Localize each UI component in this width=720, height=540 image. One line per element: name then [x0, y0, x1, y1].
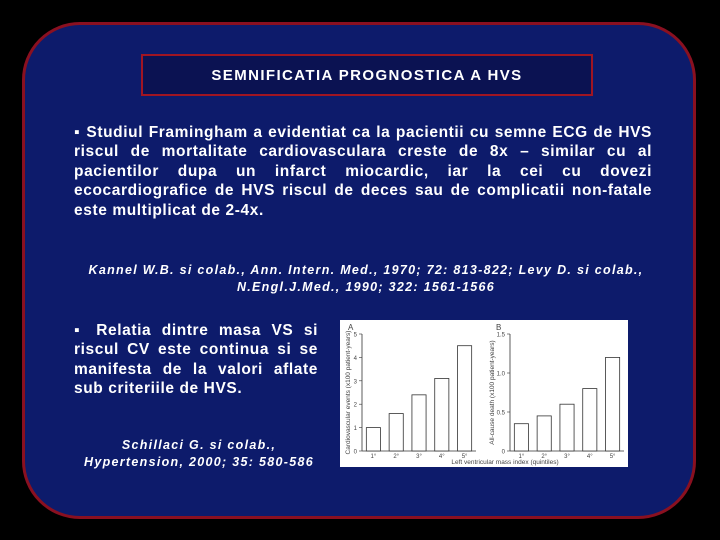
x-tick-label: 1° [518, 454, 525, 460]
y-tick-label: 5 [353, 332, 357, 339]
y-axis-label: Cardiovascular events (x100 patient-years) [345, 330, 352, 455]
x-tick-label: 2° [393, 454, 400, 460]
bar [537, 416, 551, 451]
x-tick-label: 1° [370, 454, 377, 460]
bar [389, 414, 403, 451]
y-tick-label: 1.0 [496, 371, 505, 378]
reference-schillaci: Schillaci G. si colab., Hypertension, 2000; 35: 580-586 [84, 438, 314, 469]
y-tick-label: 0 [501, 449, 505, 456]
bar [458, 346, 472, 451]
lv-mass-paragraph: ▪ Relatia dintre masa VS si riscul CV este continua si se manifesta de la valori aflate sub criteriile de HVS. [74, 322, 318, 398]
x-axis-label: Left ventricular mass index (quintiles) [451, 459, 559, 466]
slide-title [141, 54, 593, 96]
slide-title-text: SEMNIFICATIA PROGNOSTICA A HVS [211, 66, 523, 84]
bar [606, 357, 620, 451]
y-tick-label: 3 [353, 379, 357, 386]
y-tick-label: 4 [353, 355, 357, 362]
y-tick-label: 1 [353, 426, 357, 433]
bar [583, 389, 597, 451]
panel-label: A [348, 323, 354, 332]
x-tick-label: 3° [416, 454, 422, 460]
bar [560, 404, 574, 451]
x-tick-label: 4° [438, 454, 445, 460]
x-tick-label: 2° [541, 454, 548, 460]
y-tick-label: 2 [353, 402, 357, 409]
y-tick-label: 0.5 [496, 410, 505, 417]
panel-label: B [496, 323, 502, 332]
bar [366, 428, 380, 451]
bar [435, 378, 449, 451]
lv-mass-figure [340, 320, 628, 467]
y-tick-label: 1.5 [496, 332, 505, 339]
x-tick-label: 4° [586, 454, 593, 460]
framingham-paragraph: ▪ Studiul Framingham a evidentiat ca la pacientii cu semne ECG de HVS riscul de mortalitate cardiovasculara creste de 8x – similar cu al pacientilor dupa un infarct miocardic, iar la cei cu dovezi ecocardiografice de HVS riscul de deces sau de complicatii non-fatale este multiplicat de 2-4x. [74, 124, 652, 219]
figure-svg [340, 320, 628, 467]
x-tick-label: 5° [609, 454, 616, 460]
y-tick-label: 0 [353, 449, 357, 456]
bar [412, 395, 426, 451]
bar [514, 424, 528, 451]
x-tick-label: 3° [564, 454, 570, 460]
y-axis-label: All-cause death (x100 patient-years) [489, 340, 496, 445]
reference-kannel-levy: Kannel W.B. si colab., Ann. Intern. Med., 1970; 72: 813-822; Levy D. si colab., N.Engl.J.Med., 1990; 322: 1561-1566 [88, 263, 644, 294]
x-tick-label: 5° [461, 454, 468, 460]
